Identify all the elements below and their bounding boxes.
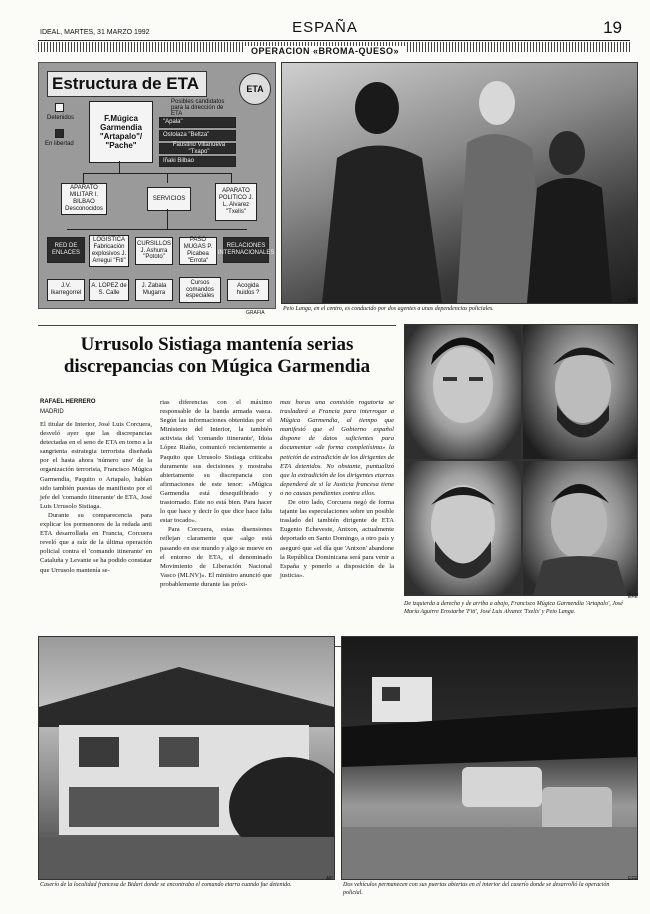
- connector: [83, 173, 231, 174]
- portrait-2: [522, 324, 638, 460]
- connector: [67, 229, 247, 230]
- services-box: SERVICIOS: [147, 187, 191, 211]
- connector: [83, 173, 84, 183]
- portrait-1: [404, 324, 522, 460]
- article-column-3: mas horas una comisión rogatoria se trasladará a Francia para interrogar a Múgica Garmendia, al tiempo que manifestó que el Gobierno español dispone de datos suficientes para documentar «de forma completísima» la petición de extradición de los dirigentes de ETA detenidos. No obstante, puntualizó que la extradición de los dirigentes etarras dependerá de si la Justicia francesa tiene o no causas pendientes contra ellos. De otro lado, Corcuera negó de forma tajante las especulaciones sobre un posible traslado del también dirigente de ETA Eugenio Echeveste, Antxon, actualmente deportado en Santo Domingo, a otro país y aseguró que «el día que 'Antxon' abandone la República Dominicana será para venir a España y ponerlo a disposición de la justicia».: [280, 399, 394, 579]
- portrait-3-face: [405, 461, 521, 595]
- arrest-photo-figures: [282, 63, 637, 303]
- logistics-box: LOGISTICA Fabricación explosivos J. Arregui "Fiti": [89, 235, 129, 267]
- article-byline: RAFAEL HERRERO: [40, 399, 96, 405]
- member-2-box: A. LOPEZ de S. Calle: [89, 279, 129, 301]
- portrait-3: [404, 460, 522, 596]
- international-relations-box: RELACIONES INTERNACIONALES: [223, 237, 269, 263]
- liaison-network-box: RED DE ENLACES: [47, 237, 85, 263]
- farmhouse-credit: AP: [326, 876, 333, 882]
- section-bar-title: OPERACION «BROMA-QUESO»: [0, 41, 650, 59]
- candidate-4: Iñaki Bilbao: [159, 156, 236, 167]
- top-leader-box: F.Múgica Garmendia "Artapalo"/ "Pache": [89, 101, 153, 163]
- portrait-1-face: [405, 325, 521, 459]
- page-number: 19: [603, 18, 622, 37]
- border-crossing-box: PASO MUGAS P. Picabea "Errota": [179, 237, 217, 265]
- legend-detained: Detenidos: [47, 115, 75, 121]
- connector: [167, 173, 168, 183]
- legend-free-swatch: [55, 129, 64, 138]
- arrest-photo: [281, 62, 638, 304]
- vehicles-photo: [341, 636, 638, 880]
- portrait-4: [522, 460, 638, 596]
- diagram-title: Estructura de ETA: [47, 71, 207, 97]
- farmhouse-photo: [38, 636, 335, 880]
- connector: [119, 161, 120, 173]
- farmhouse-drawing: [39, 637, 334, 879]
- candidate-2: Ostolaza "Beltza": [159, 130, 236, 141]
- eta-seal-icon: ETA: [239, 73, 271, 105]
- portraits-credit: EFE: [628, 594, 638, 600]
- arrest-photo-caption: Peio Langa, en el centro, es conducido por dos agentes a unas dependencias policiales.: [283, 306, 494, 312]
- member-3-box: J. Zabala Mugarra: [135, 279, 173, 301]
- header-date: IDEAL, MARTES, 31 MARZO 1992: [40, 29, 150, 36]
- legend-free: En libertad: [45, 141, 74, 147]
- diagram-credit: GRAFIA: [246, 310, 265, 316]
- fugitives-box: Acogida huidos ?: [227, 279, 269, 301]
- article-column-2: rias diferencias con el máximo responsable de la banda armada vasca. Según las informaciones obtenidas por el Ministerio del Interior, la también activista del 'comando itinerante', Idoia López Riaño, comunicó recientemente a Paquito que Urrusolo Sistiaga criticaba duramente sus decisiones y mostraba abiertamente su discrepancia con afirmaciones de este tenor: «Múgica Garmendia está desequilibrado y trastornado. Este no está bien. Para hacer lo que hace y decir lo que dice hace falta estar tocado». Para Corcuera, estas disensiones reflejan claramente que «algo está pasando en ese mundo y algo se mueve en el entorno de ETA, el denominado Movimiento de Liberación Nacional Vasco (MLNV)». El ministro anunció que probablemente durante las próxi-: [160, 399, 272, 588]
- military-apparatus-box: APARATO MILITAR I. BILBAO Desconocidos: [61, 183, 107, 215]
- vehicles-caption: Dos vehículos permanecen con sus puertas abiertas en el interior del caserío donde se desarrolló la operación policial.: [343, 882, 610, 896]
- special-commandos-box: Cursos comandos especiales: [179, 277, 221, 303]
- section-name: ESPAÑA: [292, 19, 358, 36]
- article-column-1: El titular de Interior, José Luis Corcuera, desveló ayer que las discrepancias detectadas en el seno de ETA en torno a la sangrienta estrategia terrorista diseñada por el hasta ahora 'número uno' de la organización terrorista, Francisco Múgica Garmendia, Paquito o Artapalo, habían sido también puestas de manifiesto por el jefe del 'comando itinerante' de ETA, José Luis Urrusolo Sistiaga. Durante su comparecencia para explicar los pormenores de la redada anti ETA desarrollada en Francia, Corcuera reveló que a raíz de la última operación policial contra el 'comando itinerante' en Cataluña y Levante se ha podido constatar que Urrusolo mantenía se-: [40, 421, 152, 574]
- arrest-photo-credit: EFE: [628, 298, 638, 304]
- candidates-label: Posibles candidatos para la dirección de ETA: [171, 99, 225, 117]
- farmhouse-caption: Caserío de la localidad francesa de Bidart donde se encontraba el comando etarra cuando fue detenido.: [40, 882, 292, 888]
- portrait-2-face: [523, 325, 637, 459]
- candidate-3: Faustino Villanueva "Txapo": [159, 143, 236, 154]
- eta-structure-diagram: [38, 62, 276, 309]
- portrait-4-face: [523, 461, 637, 595]
- connector: [167, 209, 168, 229]
- vehicles-credit: EFE: [628, 876, 638, 882]
- article-headline: Urrusolo Sistiaga mantenía serias discrepancias con Múgica Garmendia: [63, 334, 371, 378]
- member-1-box: J.V. Ikarregorrel: [47, 279, 85, 301]
- legend-detained-swatch: [55, 103, 64, 112]
- candidate-1: "Apala": [159, 117, 236, 128]
- vehicles-drawing: [342, 637, 637, 879]
- article-place: MADRID: [40, 409, 64, 415]
- courses-box: CURSILLOS J. Ashurra "Pototo": [135, 237, 173, 265]
- portraits-caption: De izquierda a derecha y de arriba a abajo, Francisco Múgica Garmendia 'Artapalo', José María Aguirre Erostarbe 'Fiti', José Luis Alvarez 'Txelis' y Peio Langa.: [404, 601, 623, 615]
- political-apparatus-box: APARATO POLITICO J. L. Alvarez "Txelis": [215, 183, 257, 221]
- connector: [231, 173, 232, 183]
